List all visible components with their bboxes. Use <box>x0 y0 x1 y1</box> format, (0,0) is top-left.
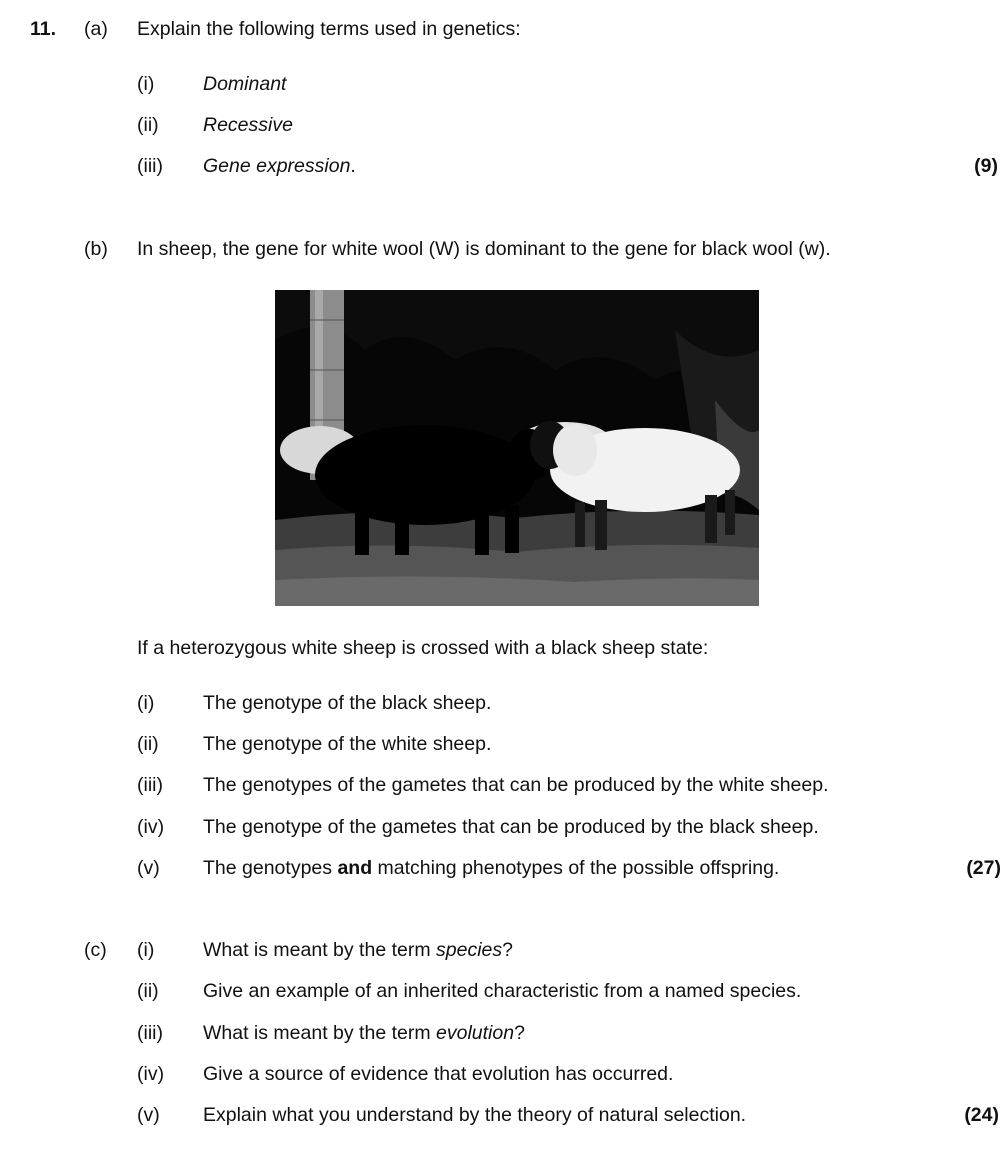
part-a-item-i-text: Dominant <box>203 73 287 95</box>
part-b-item-i-text: The genotype of the black sheep. <box>203 692 492 714</box>
part-a-item-iii-line <box>203 155 356 177</box>
part-c-item-ii-text: Give an example of an inherited characteristic from a named species. <box>203 980 802 1002</box>
question-number: 11. <box>30 18 57 40</box>
part-c-item-iii-num: (iii) <box>137 1022 163 1044</box>
part-a-item-iii-num: (iii) <box>137 155 163 177</box>
part-c-item-ii-num: (ii) <box>137 980 159 1002</box>
sheep-photo-illustration <box>275 290 759 606</box>
part-a-marks: (9) <box>974 155 998 177</box>
part-b-item-iii-text: The genotypes of the gametes that can be produced by the white sheep. <box>203 774 829 796</box>
part-b-item-iv-text: The genotype of the gametes that can be produced by the black sheep. <box>203 816 819 838</box>
part-a-item-iii-period: . <box>350 155 356 177</box>
part-b-item-v-after: matching phenotypes of the possible offspring. <box>372 857 780 879</box>
part-a-stem: Explain the following terms used in genetics: <box>137 18 521 40</box>
part-c-item-iii-line <box>203 1022 525 1044</box>
part-b-intro: If a heterozygous white sheep is crossed with a black sheep state: <box>137 637 709 659</box>
part-b-item-v-before: The genotypes <box>203 857 338 879</box>
part-b-marks: (27) <box>966 857 1001 879</box>
part-a-item-i-num: (i) <box>137 73 155 95</box>
part-b-item-iii-num: (iii) <box>137 774 163 796</box>
part-c-item-iii-italic: evolution <box>436 1022 515 1044</box>
part-c-item-i-italic: species <box>436 939 503 961</box>
part-c-label: (c) <box>84 939 107 961</box>
part-c-item-v-num: (v) <box>137 1104 160 1126</box>
part-c-item-v-text: Explain what you understand by the theory of natural selection. <box>203 1104 747 1126</box>
sheep-photo <box>275 290 759 606</box>
part-b-label: (b) <box>84 238 108 260</box>
part-a-item-iii-text: Gene expression <box>203 155 351 177</box>
part-b-item-v-num: (v) <box>137 857 160 879</box>
part-c-item-iv-text: Give a source of evidence that evolution has occurred. <box>203 1063 674 1085</box>
part-a-item-ii-num: (ii) <box>137 114 159 136</box>
part-c-item-iii-after: ? <box>514 1022 525 1044</box>
part-b-item-ii-text: The genotype of the white sheep. <box>203 733 492 755</box>
part-c-item-i-num: (i) <box>137 939 155 961</box>
part-a-item-ii-text: Recessive <box>203 114 293 136</box>
part-b-stem: In sheep, the gene for white wool (W) is dominant to the gene for black wool (w). <box>137 238 831 260</box>
part-b-item-v-bold: and <box>337 857 373 879</box>
part-b-item-ii-num: (ii) <box>137 733 159 755</box>
part-c-marks: (24) <box>964 1104 999 1126</box>
part-c-item-i-line <box>203 939 513 961</box>
part-c-item-iii-before: What is meant by the term <box>203 1022 437 1044</box>
part-b-item-v-line <box>203 857 779 879</box>
part-b-item-i-num: (i) <box>137 692 155 714</box>
part-c-item-iv-num: (iv) <box>137 1063 165 1085</box>
part-b-item-iv-num: (iv) <box>137 816 165 838</box>
part-c-item-i-before: What is meant by the term <box>203 939 437 961</box>
part-a-label: (a) <box>84 18 108 40</box>
part-c-item-i-after: ? <box>502 939 513 961</box>
